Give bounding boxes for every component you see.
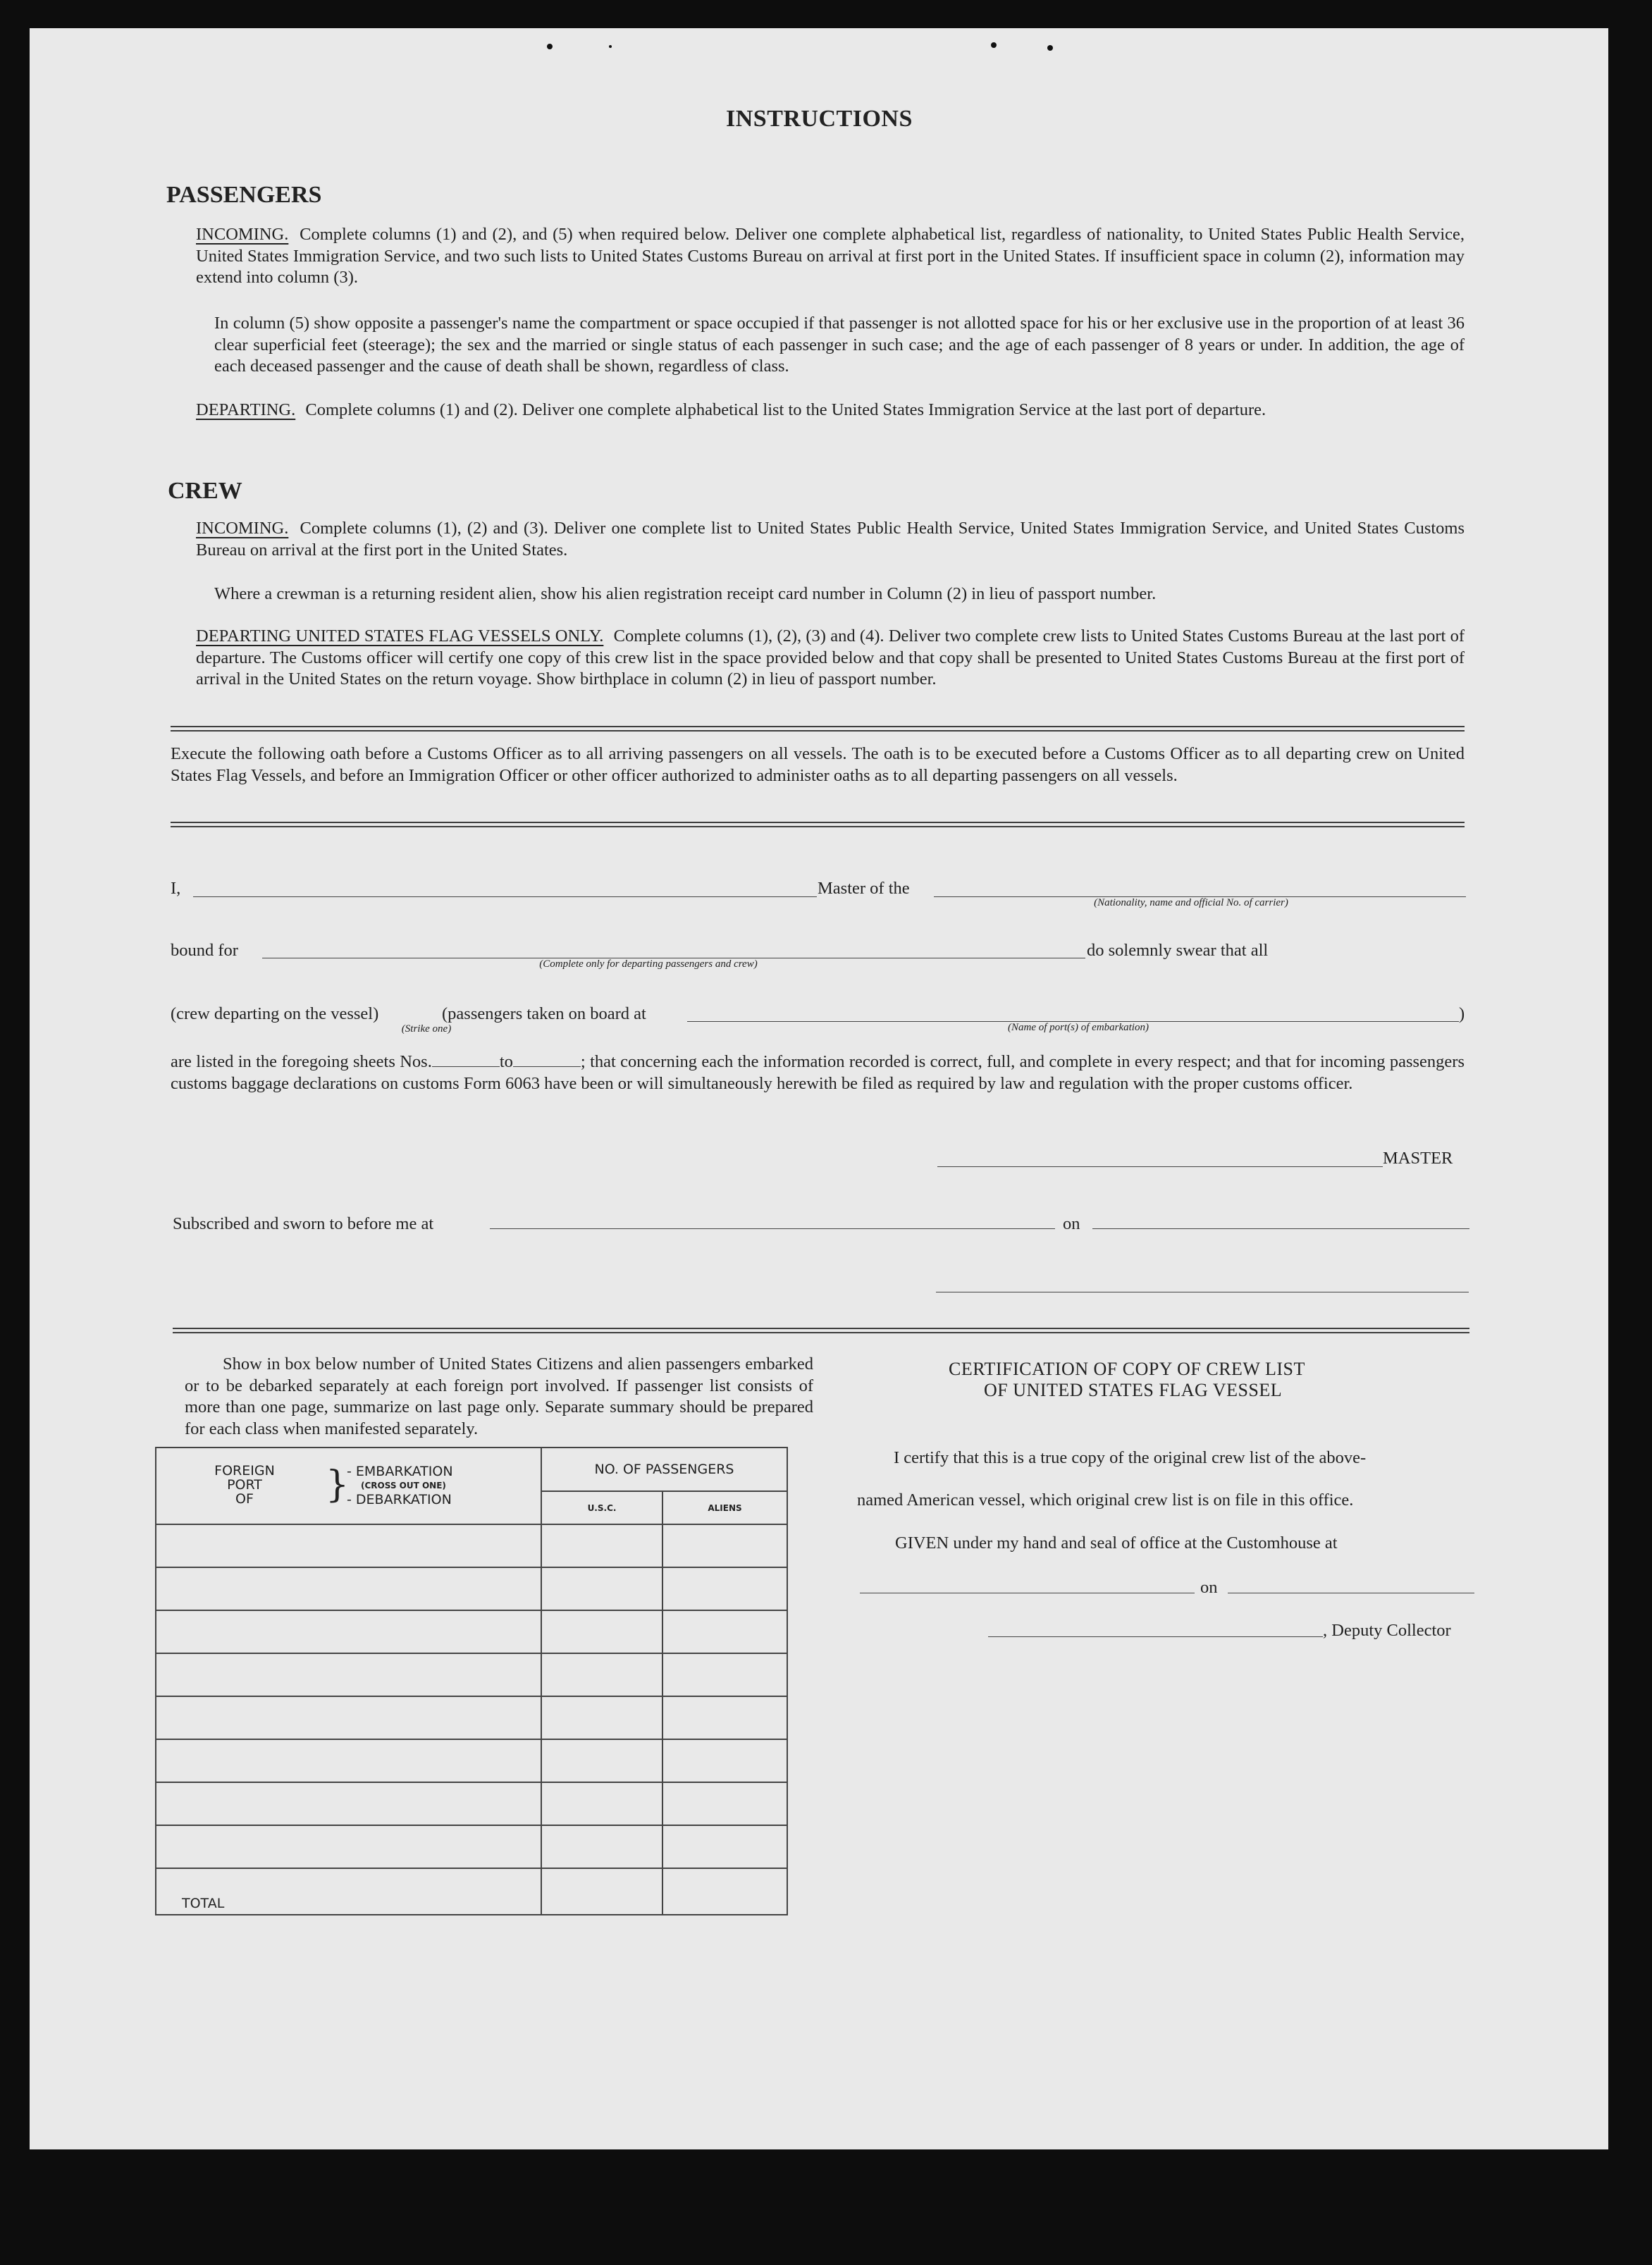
port-label: PORT: [227, 1477, 262, 1493]
given-line: GIVEN under my hand and seal of office at the Customhouse at: [895, 1533, 1338, 1553]
usc-cell[interactable]: [541, 1524, 662, 1567]
sworn-on-label: on: [1063, 1214, 1080, 1233]
usc-cell[interactable]: [541, 1739, 662, 1782]
port-cell[interactable]: [156, 1653, 541, 1696]
no-of-passengers-header: NO. OF PASSENGERS: [541, 1448, 787, 1491]
port-cell[interactable]: [156, 1524, 541, 1567]
master-of-the-label: Master of the: [818, 879, 910, 898]
table-row: [156, 1567, 787, 1610]
port-cell[interactable]: [156, 1567, 541, 1610]
aliens-cell[interactable]: [662, 1524, 787, 1567]
of-label: OF: [235, 1491, 254, 1507]
port-header-cell: [156, 1448, 541, 1524]
passengers-departing-paragraph: [196, 400, 1465, 421]
deputy-signature-field[interactable]: [988, 1636, 1323, 1637]
aliens-header: ALIENS: [662, 1491, 787, 1524]
table-row: [156, 1610, 787, 1653]
divider-3a: [173, 1328, 1469, 1329]
crew-resident-paragraph: Where a crewman is a returning resident alien, show his alien registration receipt card number in Column (2) in lieu of passport number.: [214, 584, 1157, 603]
usc-cell[interactable]: [541, 1610, 662, 1653]
sworn-at-field[interactable]: [490, 1228, 1055, 1229]
debarkation-label[interactable]: - DEBARKATION: [347, 1492, 452, 1507]
divider-3b: [173, 1332, 1469, 1333]
table-row: [156, 1782, 787, 1825]
bound-for-caption: (Complete only for departing passengers and crew): [539, 958, 758, 970]
cert-on-label: on: [1200, 1578, 1218, 1597]
crew-departing-label: (crew departing on the vessel): [171, 1004, 379, 1023]
scan-speck: [991, 42, 997, 48]
port-cell[interactable]: [156, 1610, 541, 1653]
usc-cell[interactable]: [541, 1825, 662, 1868]
bound-for-label: bound for: [171, 941, 238, 960]
page-title: INSTRUCTIONS: [726, 106, 913, 132]
total-label: TOTAL: [182, 1896, 225, 1911]
passengers-departing-label: DEPARTING.: [196, 400, 296, 419]
table-row: [156, 1653, 787, 1696]
close-paren: ): [1459, 1004, 1465, 1023]
passengers-column5-paragraph: In column (5) show opposite a passenger's name the compartment or space occupied if that passenger is not allotted space for his or her exclusive use in the proportion of at least 36 clear superficial feet (steerage); the sex and the married or single status of each passenger in such case; and the age of each passenger of 8 years or under. In addition, the age of each deceased passenger and the cause of death shall be shown, regardless of class.: [214, 314, 1465, 376]
brace-icon: }: [326, 1464, 350, 1506]
listed-prefix: are listed in the foregoing sheets Nos.: [171, 1052, 432, 1071]
port-cell[interactable]: [156, 1782, 541, 1825]
crew-departing-text: Complete columns (1), (2), (3) and (4). Deliver two complete crew lists to United States Customs Bureau at the last port of departure. The Customs officer will certify one copy of this crew list in the space provided below and that copy shall be presented to United States Customs Bureau at the first port of arrival in the United States on the return voyage. Show birthplace in column (2) in lieu of passport number.: [196, 627, 1465, 689]
table-row: [156, 1524, 787, 1567]
port-cell[interactable]: [156, 1825, 541, 1868]
master-signature-field[interactable]: [937, 1166, 1383, 1167]
crew-incoming-label: INCOMING.: [196, 519, 289, 538]
divider-1a: [171, 726, 1465, 727]
passengers-incoming-paragraph: [196, 224, 1465, 289]
usc-header: U.S.C.: [541, 1491, 662, 1524]
divider-2b: [171, 826, 1465, 827]
aliens-cell[interactable]: [662, 1825, 787, 1868]
master-name-field[interactable]: [193, 896, 817, 897]
crew-departing-paragraph: [196, 626, 1465, 691]
strike-one-caption: (Strike one): [401, 1023, 452, 1035]
passengers-incoming-label: INCOMING.: [196, 225, 289, 244]
scan-speck: [547, 44, 553, 49]
total-aliens-cell[interactable]: [662, 1868, 787, 1915]
usc-cell[interactable]: [541, 1567, 662, 1610]
aliens-cell[interactable]: [662, 1696, 787, 1739]
crew-incoming-paragraph: [196, 518, 1465, 561]
table-row: [156, 1739, 787, 1782]
swear-label: do solemnly swear that all: [1087, 941, 1269, 960]
usc-cell[interactable]: [541, 1782, 662, 1825]
aliens-cell[interactable]: [662, 1782, 787, 1825]
aliens-cell[interactable]: [662, 1739, 787, 1782]
certify-line-1: I certify that this is a true copy of the original crew list of the above-: [894, 1448, 1367, 1467]
usc-cell[interactable]: [541, 1696, 662, 1739]
table-row: [156, 1696, 787, 1739]
passengers-departing-text: Complete columns (1) and (2). Deliver one complete alphabetical list to the United States Immigration Service at the last port of departure.: [305, 400, 1266, 419]
foreign-label: FOREIGN: [214, 1463, 275, 1479]
sheet-from-field[interactable]: [432, 1054, 500, 1067]
passengers-taken-label: (passengers taken on board at: [442, 1004, 646, 1023]
aliens-cell[interactable]: [662, 1653, 787, 1696]
embarkation-caption: (Name of port(s) of embarkation): [1008, 1022, 1149, 1033]
port-cell[interactable]: [156, 1739, 541, 1782]
oath-i-label: I,: [171, 879, 181, 898]
usc-cell[interactable]: [541, 1653, 662, 1696]
subscribed-label: Subscribed and sworn to before me at: [173, 1214, 434, 1233]
aliens-cell[interactable]: [662, 1567, 787, 1610]
divider-2a: [171, 822, 1465, 823]
master-label: MASTER: [1383, 1149, 1453, 1168]
cross-out-label: (CROSS OUT ONE): [361, 1481, 446, 1491]
passenger-summary-table: [155, 1447, 788, 1915]
port-cell[interactable]: [156, 1696, 541, 1739]
crew-departing-label: DEPARTING UNITED STATES FLAG VESSELS ONLY.: [196, 627, 604, 646]
table-row: [156, 1825, 787, 1868]
embarkation-label[interactable]: - EMBARKATION: [347, 1464, 453, 1479]
carrier-caption: (Nationality, name and official No. of carrier): [1094, 897, 1288, 908]
divider-1b: [171, 730, 1465, 732]
oath-intro-paragraph: Execute the following oath before a Customs Officer as to all arriving passengers on all vessels. The oath is to be executed before a Customs Officer as to all departing crew on United States Flag Vessels, and before an Immigration Officer or other officer authorized to administer oaths as to all departing passengers on all vessels.: [171, 744, 1465, 785]
total-usc-cell[interactable]: [541, 1868, 662, 1915]
total-label-cell: [156, 1868, 541, 1915]
passengers-incoming-text: Complete columns (1) and (2), and (5) when required below. Deliver one complete alphabetical list, regardless of nationality, to United States Public Health Service, United States Immigration Service, and two such lists to United States Customs Bureau on arrival at first port in the United States. If insufficient space in column (2), information may extend into column (3).: [196, 225, 1465, 287]
summary-intro-paragraph: Show in box below number of United States Citizens and alien passengers embarked or to be debarked separately at each foreign port involved. If passenger list consists of more than one page, summarize on last page only. Separate summary should be prepared for each class when manifested separately.: [185, 1354, 813, 1438]
certification-title-1: CERTIFICATION OF COPY OF CREW LIST: [949, 1359, 1305, 1379]
crew-heading: CREW: [168, 478, 242, 504]
total-row: [156, 1868, 787, 1915]
scan-speck: [609, 45, 612, 48]
passengers-heading: PASSENGERS: [166, 182, 322, 208]
aliens-cell[interactable]: [662, 1610, 787, 1653]
sworn-date-field[interactable]: [1092, 1228, 1469, 1229]
certify-line-2: named American vessel, which original crew list is on file in this office.: [857, 1491, 1354, 1510]
to-label: to: [499, 1052, 513, 1071]
oath-listed-paragraph: [171, 1051, 1465, 1094]
crew-incoming-text: Complete columns (1), (2) and (3). Deliver one complete list to United States Public Health Service, United States Immigration Service, and United States Customs Bureau on arrival at the first port in the United States.: [196, 519, 1465, 560]
scan-speck: [1047, 45, 1053, 51]
deputy-collector-label: , Deputy Collector: [1323, 1621, 1451, 1640]
sheet-to-field[interactable]: [513, 1054, 581, 1067]
listed-rest: ; that concerning each the information recorded is correct, full, and complete in every respect; and that for incoming passengers customs baggage declarations on customs Form 6063 have been or will simultaneously herewith be filed as required by law and regulation with the proper customs officer.: [171, 1052, 1465, 1093]
certification-title-2: OF UNITED STATES FLAG VESSEL: [984, 1380, 1283, 1400]
